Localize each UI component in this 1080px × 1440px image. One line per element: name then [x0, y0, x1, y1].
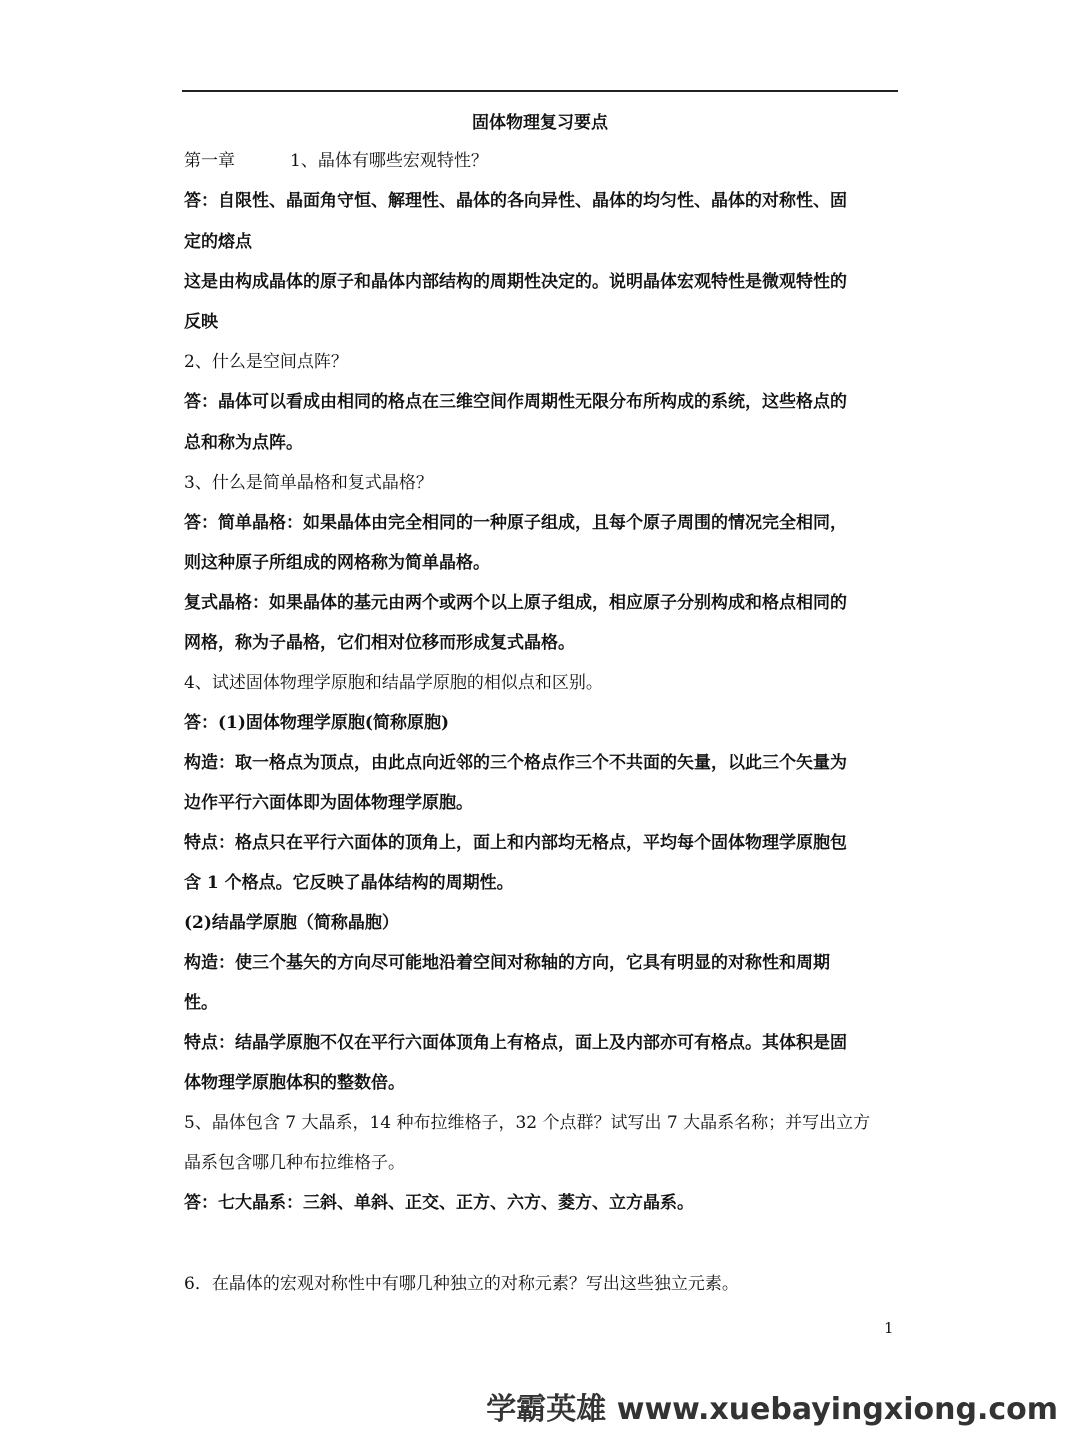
answer-1-line-2: 定的熔点	[184, 232, 252, 252]
answer-4-line-7: 构造：使三个基矢的方向尽可能地沿着空间对称轴的方向，它具有明显的对称性和周期	[184, 953, 830, 973]
answer-4-line-6: (2)结晶学原胞（简称晶胞）	[184, 913, 399, 933]
answer-3-line-4: 网格，称为子晶格，它们相对位移而形成复式晶格。	[184, 633, 575, 653]
answer-3-line-2: 则这种原子所组成的网格称为简单晶格。	[184, 553, 490, 573]
answer-1-line-3: 这是由构成晶体的原子和晶体内部结构的周期性决定的。说明晶体宏观特性是微观特性的	[184, 272, 847, 292]
answer-4-line-4: 特点：格点只在平行六面体的顶角上，面上和内部均无格点，平均每个固体物理学原胞包	[184, 833, 847, 853]
answer-1-line-4: 反映	[184, 312, 218, 332]
answer-4-line-8: 性。	[184, 993, 218, 1013]
answer-3-line-1: 答：简单晶格：如果晶体由完全相同的一种原子组成，且每个原子周围的情况完全相同，	[184, 513, 847, 533]
question-4: 4、试述固体物理学原胞和结晶学原胞的相似点和区别。	[184, 673, 603, 693]
page-number: 1	[884, 1319, 894, 1337]
question-3: 3、什么是简单晶格和复式晶格？	[184, 473, 433, 493]
answer-4-line-1: 答：(1)固体物理学原胞(简称原胞)	[184, 713, 450, 733]
answer-4-line-10: 体物理学原胞体积的整数倍。	[184, 1073, 405, 1093]
answer-5: 答：七大晶系：三斜、单斜、正交、正方、六方、菱方、立方晶系。	[184, 1193, 694, 1213]
answer-2-line-1: 答：晶体可以看成由相同的格点在三维空间作周期性无限分布所构成的系统，这些格点的	[184, 392, 847, 412]
question-5-line-1: 5、晶体包含 7 大晶系，14 种布拉维格子，32 个点群？试写出 7 大晶系名称；并写出立方	[184, 1113, 871, 1133]
question-5-line-2: 晶系包含哪几种布拉维格子。	[184, 1153, 405, 1173]
answer-4-line-3: 边作平行六面体即为固体物理学原胞。	[184, 793, 473, 813]
chapter-label: 第一章	[184, 151, 235, 171]
site-watermark: 学霸英雄 www.xuebayingxiong.com	[486, 1392, 1058, 1427]
document-title: 固体物理复习要点	[472, 113, 608, 133]
answer-1-line-1: 答：自限性、晶面角守恒、解理性、晶体的各向异性、晶体的均匀性、晶体的对称性、固	[184, 191, 847, 211]
question-6: 6．在晶体的宏观对称性中有哪几种独立的对称元素？写出这些独立元素。	[184, 1274, 739, 1294]
answer-4-line-5: 含 1 个格点。它反映了晶体结构的周期性。	[184, 873, 514, 893]
question-1	[184, 146, 488, 176]
answer-4-line-2: 构造：取一格点为顶点，由此点向近邻的三个格点作三个不共面的矢量，以此三个矢量为	[184, 753, 847, 773]
answer-4-line-9: 特点：结晶学原胞不仅在平行六面体顶角上有格点，面上及内部亦可有格点。其体积是固	[184, 1033, 847, 1053]
question-1-text: 1、晶体有哪些宏观特性？	[290, 151, 488, 171]
answer-2-line-2: 总和称为点阵。	[184, 433, 303, 453]
header-rule	[182, 90, 898, 92]
question-2: 2、什么是空间点阵？	[184, 352, 348, 372]
answer-3-line-3: 复式晶格：如果晶体的基元由两个或两个以上原子组成，相应原子分别构成和格点相同的	[184, 593, 847, 613]
